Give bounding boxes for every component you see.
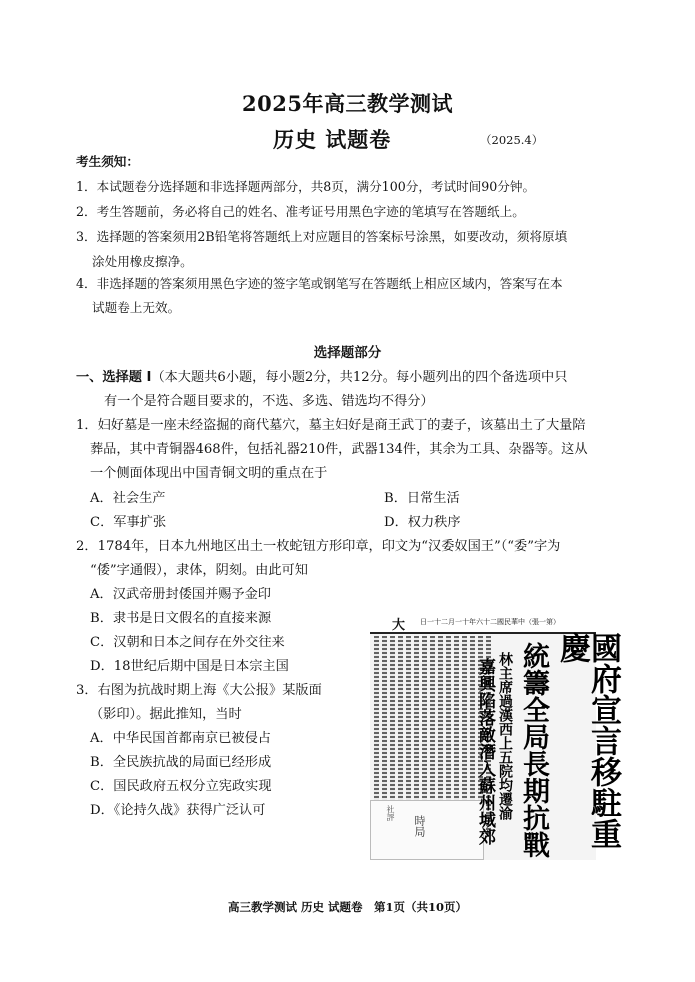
part-desc: （本大题共6小题，每小题2分，共12分。每小题列出的四个备选项中只 xyxy=(151,370,568,385)
q3-option-d: D．《论持久战》获得广泛认可 xyxy=(90,803,266,818)
q1-line-3: 一个侧面体现出中国青铜文明的重点在于 xyxy=(90,466,328,481)
notice-item-1: 1．本试题卷分选择题和非选择题两部分，共8页，满分100分，考试时间90分钟。 xyxy=(76,179,536,194)
editorial-label: 社評 xyxy=(386,805,395,821)
q2-option-d: D．18世纪后期中国是日本宗主国 xyxy=(90,659,289,674)
q3-option-c: C．国民政府五权分立宪政实现 xyxy=(90,779,272,794)
q3-line-1: 3．右图为抗战时期上海《大公报》某版面 xyxy=(76,683,322,698)
newspaper-image xyxy=(370,612,621,860)
q3-option-a: A．中华民国首都南京已被侵占 xyxy=(90,731,271,746)
q3-option-b: B．全民族抗战的局面已经形成 xyxy=(90,755,272,770)
q2-option-c: C．汉朝和日本之间存在外交往来 xyxy=(90,635,285,650)
exam-date: （2025.4） xyxy=(480,133,544,147)
q2-line-1: 2．1784年，日本九州地区出土一枚蛇钮方形印章，印文为“汉委奴国王”（“委”字为 xyxy=(76,539,561,554)
q1-option-b: B．日常生活 xyxy=(384,491,460,506)
q1-option-d: D．权力秩序 xyxy=(384,515,461,530)
editorial-title: 時局 xyxy=(413,815,426,837)
newspaper-masthead xyxy=(370,612,596,634)
notice-item-4: 4．非选择题的答案须用黑色字迹的签字笔或钢笔写在答题纸上相应区域内，答案写在本 xyxy=(76,276,563,291)
notice-item-3: 3．选择题的答案须用2B铅笔将答题纸上对应题目的答案标号涂黑，如要改动，须将原填 xyxy=(76,229,568,244)
q2-option-b: B．隶书是日文假名的直接来源 xyxy=(90,611,272,626)
part-label: 一、选择题 Ⅰ xyxy=(76,370,152,385)
part-heading xyxy=(76,366,567,391)
masthead-char: 大 xyxy=(392,618,406,633)
headline-1: 國府宣言移駐重慶 xyxy=(554,632,621,849)
headline-4: 嘉興陷落敵潛入蘇州城郊 xyxy=(475,658,495,845)
exam-subtitle: 历史 试题卷 xyxy=(273,127,392,152)
page-footer: 高三教学测试 历史 试题卷 第1页（共10页） xyxy=(227,900,467,914)
headline-2: 統籌全局長期抗戰 xyxy=(518,642,549,858)
notice-item-2: 2．考生答题前，务必将自己的姓名、准考证号用黑色字迹的笔填写在答题纸上。 xyxy=(76,204,525,219)
exam-title: 2025年高三教学测试 xyxy=(242,91,453,116)
q2-line-2: “倭”字通假），隶体，阴刻。由此可知 xyxy=(90,563,308,578)
part-desc-cont: 有一个是符合题目要求的，不选、多选、错选均不得分） xyxy=(104,394,434,409)
headline-3: 林主席過漢西上五院均遷渝 xyxy=(497,652,513,820)
q1-option-a: A．社会生产 xyxy=(90,491,166,506)
newspaper-date-line: 日一十二月一十年六十二國民華中（張一第） xyxy=(420,618,560,626)
section-title: 选择题部分 xyxy=(313,345,382,361)
notice-item-3-cont: 涂处用橡皮擦净。 xyxy=(92,254,193,269)
q2-option-a: A．汉武帝册封倭国并赐予金印 xyxy=(90,587,271,602)
q1-line-2: 葬品，其中青铜器468件，包括礼器210件，武器134件，其余为工具、杂器等。这从 xyxy=(90,442,588,457)
notice-heading: 考生须知： xyxy=(76,154,139,169)
notice-item-4-cont: 试题卷上无效。 xyxy=(92,300,181,315)
q3-line-2: （影印）。据此推知，当时 xyxy=(90,707,242,722)
q1-line-1: 1．妇好墓是一座未经盗掘的商代墓穴，墓主妇好是商王武丁的妻子，该墓出土了大量陪 xyxy=(76,418,586,433)
q1-option-c: C．军事扩张 xyxy=(90,515,167,530)
newspaper-editorial-box xyxy=(370,800,484,860)
